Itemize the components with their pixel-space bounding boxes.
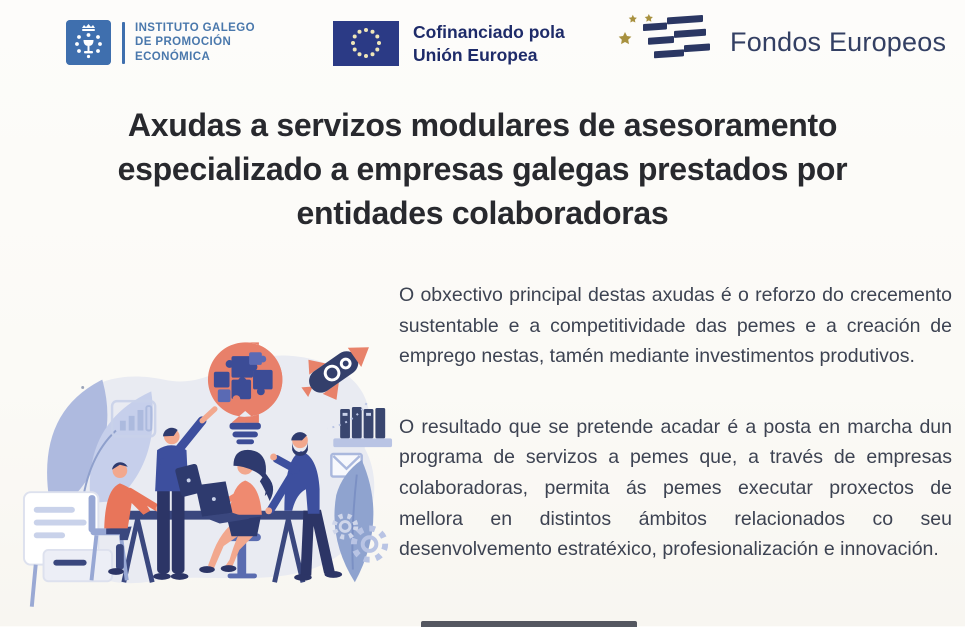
igape-line1: INSTITUTO GALEGO <box>135 22 255 35</box>
body-text-column <box>399 280 952 565</box>
title-line1: Axudas a servizos modulares de asesoramento <box>127 107 838 143</box>
paragraph-result: O resultado que se pretende acadar é a posta en marcha dun programa de servizos a pemes que, a través de empresas colaboradoras, permita ás pemes executar proxectos de mellora en distintos ámbitos relacionados co seu desenvolvemento estratéxico, profesionalización e innovación. <box>399 415 952 561</box>
igape-wordmark <box>135 21 255 63</box>
team-collaboration-illustration <box>22 292 394 618</box>
fondos-europeos-block <box>616 10 946 74</box>
eu-cofinancing-label <box>413 21 565 66</box>
whiteboard <box>24 492 112 607</box>
igape-line3: ECONÓMICA <box>135 50 211 63</box>
igape-line2: DE PROMOCIÓN <box>135 36 232 49</box>
igape-logo-block <box>66 20 255 65</box>
paragraph-objective: O obxectivo principal destas axudas é o reforzo do crecemento sustentable e a competitividade das pemes e a creación de emprego nestas, tamén mediante investimentos produtivos. <box>399 284 952 368</box>
cut-off-content-edge <box>421 621 637 627</box>
speck <box>81 386 84 389</box>
title-line3: entidades colaboradoras <box>296 195 669 232</box>
page-title <box>0 103 965 235</box>
eu-line1: Cofinanciado pola <box>413 22 565 43</box>
fondos-europeos-icon <box>616 10 718 74</box>
eu-flag-icon <box>333 21 399 66</box>
igape-xunta-icon <box>66 20 111 65</box>
eu-line2: Unión Europea <box>413 44 538 65</box>
fondos-europeos-label: Fondos Europeos <box>730 26 947 57</box>
eu-cofinancing-block <box>333 21 565 66</box>
title-line2: especializado a empresas galegas prestados por <box>117 151 848 188</box>
igape-divider <box>122 22 125 64</box>
